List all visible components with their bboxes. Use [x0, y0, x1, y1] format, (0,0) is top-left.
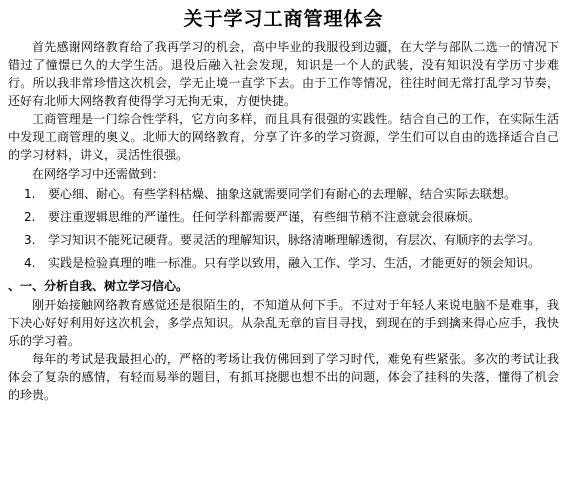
section-paragraph: 刚开始接触网络教育感觉还是很陌生的，不知道从何下手。不过对于年轻人来说电脑不是难事，我下决心好好利用好这次机会，多学点知识。从杂乱无章的盲目寻找，到现在的手到擒来得心应手，我快乐的学习着。	[8, 298, 559, 348]
list-item-number: 1.	[24, 187, 36, 201]
document-title: 关于学习工商管理体会	[183, 8, 384, 30]
list-item	[8, 254, 559, 272]
list-item	[8, 231, 559, 249]
list-item-text: 要心细、耐心。有些学科枯燥、抽象这就需要同学们有耐心的去理解，结合实际去联想。	[48, 187, 517, 201]
study-tips-list	[8, 185, 559, 272]
list-intro-paragraph: 在网络学习中还需做到：	[32, 167, 165, 181]
list-item-number: 3.	[24, 233, 36, 247]
section-heading: 、一、分析自我、树立学习信心。	[8, 279, 189, 293]
list-item-text: 学习知识不能死记硬背。要灵活的理解知识，脉络清晰理解透彻，有层次、有顺序的去学习。	[48, 233, 541, 247]
section-paragraph: 每年的考试是我最担心的，严格的考场让我仿佛回到了学习时代，难免有些紧张。多次的考试让我体会了复杂的感情，有轻而易举的题目，有抓耳挠腮也想不出的问题，体会了挂科的失落，懂得了机会的珍贵。	[8, 352, 559, 402]
list-item-number: 2.	[24, 210, 36, 224]
business-management-paragraph: 工商管理是一门综合性学科，它方向多样，而且具有很强的实践性。结合自己的工作，在实际生活中发现工商管理的奥义。北师大的网络教育，分享了许多的学习资源，学生们可以自由的选择适合自己的学习材料，讲义，灵活性很强。	[8, 112, 559, 162]
list-item	[8, 185, 559, 203]
list-item-text: 实践是检验真理的唯一标准。只有学以致用，融入工作、学习、生活，才能更好的领会知识。	[48, 256, 541, 270]
list-item	[8, 208, 559, 226]
list-item-text: 要注重逻辑思维的严谨性。任何学科都需要严谨，有些细节稍不注意就会很麻烦。	[48, 210, 481, 224]
list-item-number: 4.	[24, 256, 36, 270]
intro-paragraph: 首先感谢网络教育给了我再学习的机会，高中毕业的我服役到边疆，在大学与部队二选一的情况下错过了憧憬已久的大学生活。退役后融入社会发现，知识是一个人的武装，没有知识没有学历寸步难行。所以我非常珍惜这次机会，学无止境一直学下去。由于工作等情况，往往时间无常打乱学习节奏，还好有北师大网络教育使得学习无拘无束，方便快捷。	[8, 40, 559, 108]
